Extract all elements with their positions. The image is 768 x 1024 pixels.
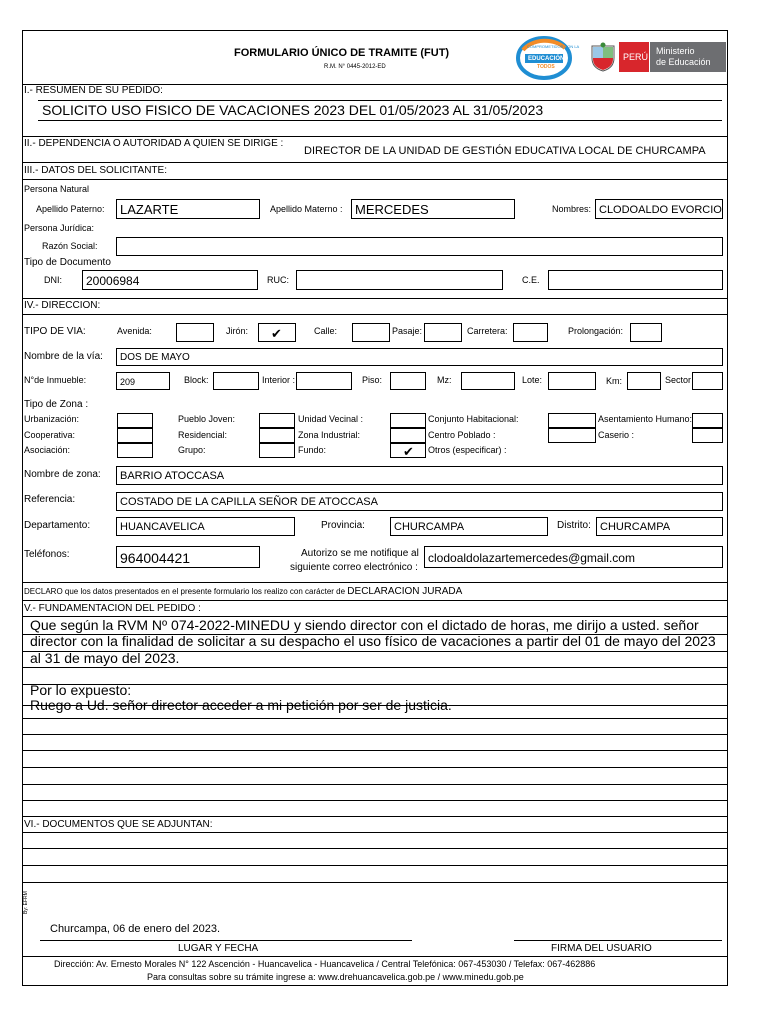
conjunto-checkbox[interactable] xyxy=(548,413,596,428)
inmueble-field[interactable]: 209 xyxy=(116,372,170,390)
pueblo-joven-checkbox[interactable] xyxy=(259,413,295,428)
sector-field[interactable] xyxy=(692,372,723,390)
fundamento-line3[interactable]: al 31 de mayo del 2023. xyxy=(30,650,180,666)
section5-heading: V.- FUNDAMENTACION DEL PEDIDO : xyxy=(24,603,201,614)
place-date-line xyxy=(40,940,412,941)
dni-label: DNI: xyxy=(44,275,62,285)
rm-number: R.M. N° 0445-2012-ED xyxy=(324,64,386,70)
calle-label: Calle: xyxy=(314,326,338,336)
provincia-field[interactable]: CHURCAMPA xyxy=(390,517,548,536)
nombres-field[interactable]: CLODOALDO EVORCIO xyxy=(595,199,723,219)
footer-address: Dirección: Av. Ernesto Morales N° 122 Ascención - Huancavelica - Huancavelica / Central Telefónica: 067-453030 / Telefax: 067-462886 xyxy=(54,959,596,969)
razon-social-label: Razón Social: xyxy=(42,241,98,251)
ministry-badge xyxy=(650,42,726,72)
firma-label: FIRMA DEL USUARIO xyxy=(551,943,652,954)
section3-heading: III.- DATOS DEL SOLICITANTE: xyxy=(24,165,167,176)
razon-social-field[interactable] xyxy=(116,237,723,256)
apellido-materno-field[interactable]: MERCEDES xyxy=(351,199,515,219)
km-field[interactable] xyxy=(627,372,661,390)
nombre-zona-label: Nombre de zona: xyxy=(24,469,101,480)
block-label: Block: xyxy=(184,375,209,385)
education-logo xyxy=(515,36,580,80)
pueblo-joven-label: Pueblo Joven: xyxy=(178,414,236,424)
tipo-via-label: TIPO DE VIA: xyxy=(24,326,86,337)
telefonos-label: Teléfonos: xyxy=(24,549,70,560)
calle-checkbox[interactable] xyxy=(352,323,390,342)
fundo-label: Fundo: xyxy=(298,445,327,455)
departamento-field[interactable]: HUANCAVELICA xyxy=(116,517,295,536)
lote-label: Lote: xyxy=(522,375,543,385)
autorizo-line1: Autorizo se me notifique al xyxy=(301,548,419,559)
caserio-label: Caserio : xyxy=(598,430,635,440)
persona-juridica-label: Persona Jurídica: xyxy=(24,223,95,233)
distrito-label: Distrito: xyxy=(557,520,591,531)
residencial-checkbox[interactable] xyxy=(259,428,295,443)
asentamiento-label: Asentamiento Humano: xyxy=(598,414,693,424)
asentamiento-checkbox[interactable] xyxy=(692,413,723,428)
centro-poblado-label: Centro Poblado : xyxy=(428,430,496,440)
prolongacion-label: Prolongación: xyxy=(568,326,624,336)
coat-of-arms-icon xyxy=(589,42,617,72)
carretera-label: Carretera: xyxy=(467,326,508,336)
tipo-documento-label: Tipo de Documento xyxy=(24,257,111,268)
lote-field[interactable] xyxy=(548,372,596,390)
tipo-zona-label: Tipo de Zona : xyxy=(24,399,89,410)
interior-field[interactable] xyxy=(296,372,352,390)
fundamento-line4[interactable]: Por lo expuesto: xyxy=(30,682,132,698)
mz-label: Mz: xyxy=(437,375,452,385)
caserio-checkbox[interactable] xyxy=(692,428,723,443)
side-code: By: EFRM xyxy=(23,891,29,914)
carretera-checkbox[interactable] xyxy=(513,323,548,342)
fundo-checkbox[interactable] xyxy=(390,443,426,458)
email-field[interactable]: clodoaldolazartemercedes@gmail.com xyxy=(424,546,723,568)
nombre-via-field[interactable]: DOS DE MAYO xyxy=(116,348,723,366)
otros-label: Otros (especificar) : xyxy=(428,445,507,455)
referencia-field[interactable]: COSTADO DE LA CAPILLA SEÑOR DE ATOCCASA xyxy=(116,492,723,511)
prolongacion-checkbox[interactable] xyxy=(630,323,662,342)
ministry-line2: de Educación xyxy=(656,57,711,67)
section4-heading: IV.- DIRECCION: xyxy=(24,300,101,311)
apellido-materno-label: Apellido Materno : xyxy=(270,204,343,214)
inmueble-label: N°de Inmueble: xyxy=(24,375,87,385)
distrito-field[interactable]: CHURCAMPA xyxy=(596,517,723,536)
conjunto-label: Conjunto Habitacional: xyxy=(428,414,519,424)
piso-label: Piso: xyxy=(362,375,383,385)
section6-heading: VI.- DOCUMENTOS QUE SE ADJUNTAN: xyxy=(24,819,213,830)
urbanizacion-checkbox[interactable] xyxy=(117,413,153,428)
jiron-label: Jirón: xyxy=(226,326,249,336)
km-label: Km: xyxy=(606,376,623,386)
form-title: FORMULARIO ÚNICO DE TRAMITE (FUT) xyxy=(234,47,450,59)
fundamento-line2[interactable]: director con la finalidad de solicitar a su despacho el uso físico de vacaciones a partir del 01 de mayo del 2023 xyxy=(30,633,716,649)
unidad-vecinal-checkbox[interactable] xyxy=(390,413,426,428)
referencia-label: Referencia: xyxy=(24,494,76,505)
centro-poblado-checkbox[interactable] xyxy=(548,428,596,443)
apellido-paterno-field[interactable]: LAZARTE xyxy=(116,199,260,219)
check-icon: ✔ xyxy=(403,444,414,458)
ruc-label: RUC: xyxy=(267,275,289,285)
grupo-label: Grupo: xyxy=(178,445,206,455)
edu-logo-line3: TODOS xyxy=(537,64,555,70)
urbanizacion-label: Urbanización: xyxy=(24,414,80,424)
telefono-field[interactable]: 964004421 xyxy=(116,546,260,568)
ce-label: C.E. xyxy=(522,275,540,285)
zona-industrial-label: Zona Industrial: xyxy=(298,430,361,440)
pasaje-label: Pasaje: xyxy=(392,326,423,336)
declaro-text: DECLARO que los datos presentados en el presente formulario los realizo con carácter de DECLARACION JURADA xyxy=(24,586,463,597)
authority-value[interactable]: DIRECTOR DE LA UNIDAD DE GESTIÓN EDUCATIVA LOCAL DE CHURCAMPA xyxy=(304,145,706,157)
cooperativa-checkbox[interactable] xyxy=(117,428,153,443)
nombres-label: Nombres: xyxy=(552,204,592,214)
grupo-checkbox[interactable] xyxy=(259,443,295,458)
peru-badge xyxy=(619,42,649,72)
peru-label: PERÚ xyxy=(623,52,649,62)
persona-natural-label: Persona Natural xyxy=(24,184,90,194)
signature-line xyxy=(514,940,722,941)
avenida-checkbox[interactable] xyxy=(176,323,214,342)
asociacion-label: Asociación: xyxy=(24,445,71,455)
pasaje-checkbox[interactable] xyxy=(424,323,462,342)
footer-consultas: Para consultas sobre su trámite ingrese a: www.drehuancavelica.gob.pe / www.minedu.gob.pe xyxy=(147,972,524,982)
lugar-fecha-label: LUGAR Y FECHA xyxy=(178,943,259,954)
nombre-via-label: Nombre de la vía: xyxy=(24,351,103,362)
edu-logo-line1: COMPROMETIDOS CON LA xyxy=(527,44,580,49)
place-date[interactable]: Churcampa, 06 de enero del 2023. xyxy=(50,923,221,935)
edu-logo-line2: EDUCACIÓN xyxy=(528,56,565,62)
section1-heading: I.- RESUMEN DE SU PEDIDO: xyxy=(24,85,163,96)
zona-industrial-checkbox[interactable] xyxy=(390,428,426,443)
departamento-label: Departamento: xyxy=(24,520,91,531)
ruc-field[interactable] xyxy=(296,270,503,290)
ministry-logo xyxy=(586,40,726,73)
piso-field[interactable] xyxy=(390,372,426,390)
asociacion-checkbox[interactable] xyxy=(117,443,153,458)
cooperativa-label: Cooperativa: xyxy=(24,430,76,440)
dni-field[interactable]: 20006984 xyxy=(82,270,258,290)
fundamento-line5[interactable]: Ruego a Ud. señor director acceder a mi petición por ser de justicia. xyxy=(30,697,452,713)
provincia-label: Provincia: xyxy=(321,520,365,531)
ce-field[interactable] xyxy=(548,270,723,290)
ministry-line1: Ministerio xyxy=(656,46,695,56)
sector-label: Sector xyxy=(665,375,692,385)
nombre-zona-field[interactable]: BARRIO ATOCCASA xyxy=(116,466,723,485)
interior-label: Interior : xyxy=(262,375,296,385)
fundamento-line1[interactable]: Que según la RVM Nº 074-2022-MINEDU y siendo director con el dictado de horas, me dirijo a usted. señor xyxy=(30,617,699,633)
jiron-checkbox[interactable] xyxy=(258,323,296,342)
request-summary[interactable]: SOLICITO USO FISICO DE VACACIONES 2023 DEL 01/05/2023 AL 31/05/2023 xyxy=(42,102,544,118)
unidad-vecinal-label: Unidad Vecinal : xyxy=(298,414,364,424)
mz-field[interactable] xyxy=(461,372,515,390)
block-field[interactable] xyxy=(213,372,259,390)
avenida-label: Avenida: xyxy=(117,326,152,336)
section2-heading: II.- DEPENDENCIA O AUTORIDAD A QUIEN SE DIRIGE : xyxy=(24,138,284,149)
residencial-label: Residencial: xyxy=(178,430,228,440)
check-icon: ✔ xyxy=(271,326,282,341)
autorizo-line2: siguiente correo electrónico : xyxy=(290,562,418,573)
apellido-paterno-label: Apellido Paterno: xyxy=(36,204,105,214)
